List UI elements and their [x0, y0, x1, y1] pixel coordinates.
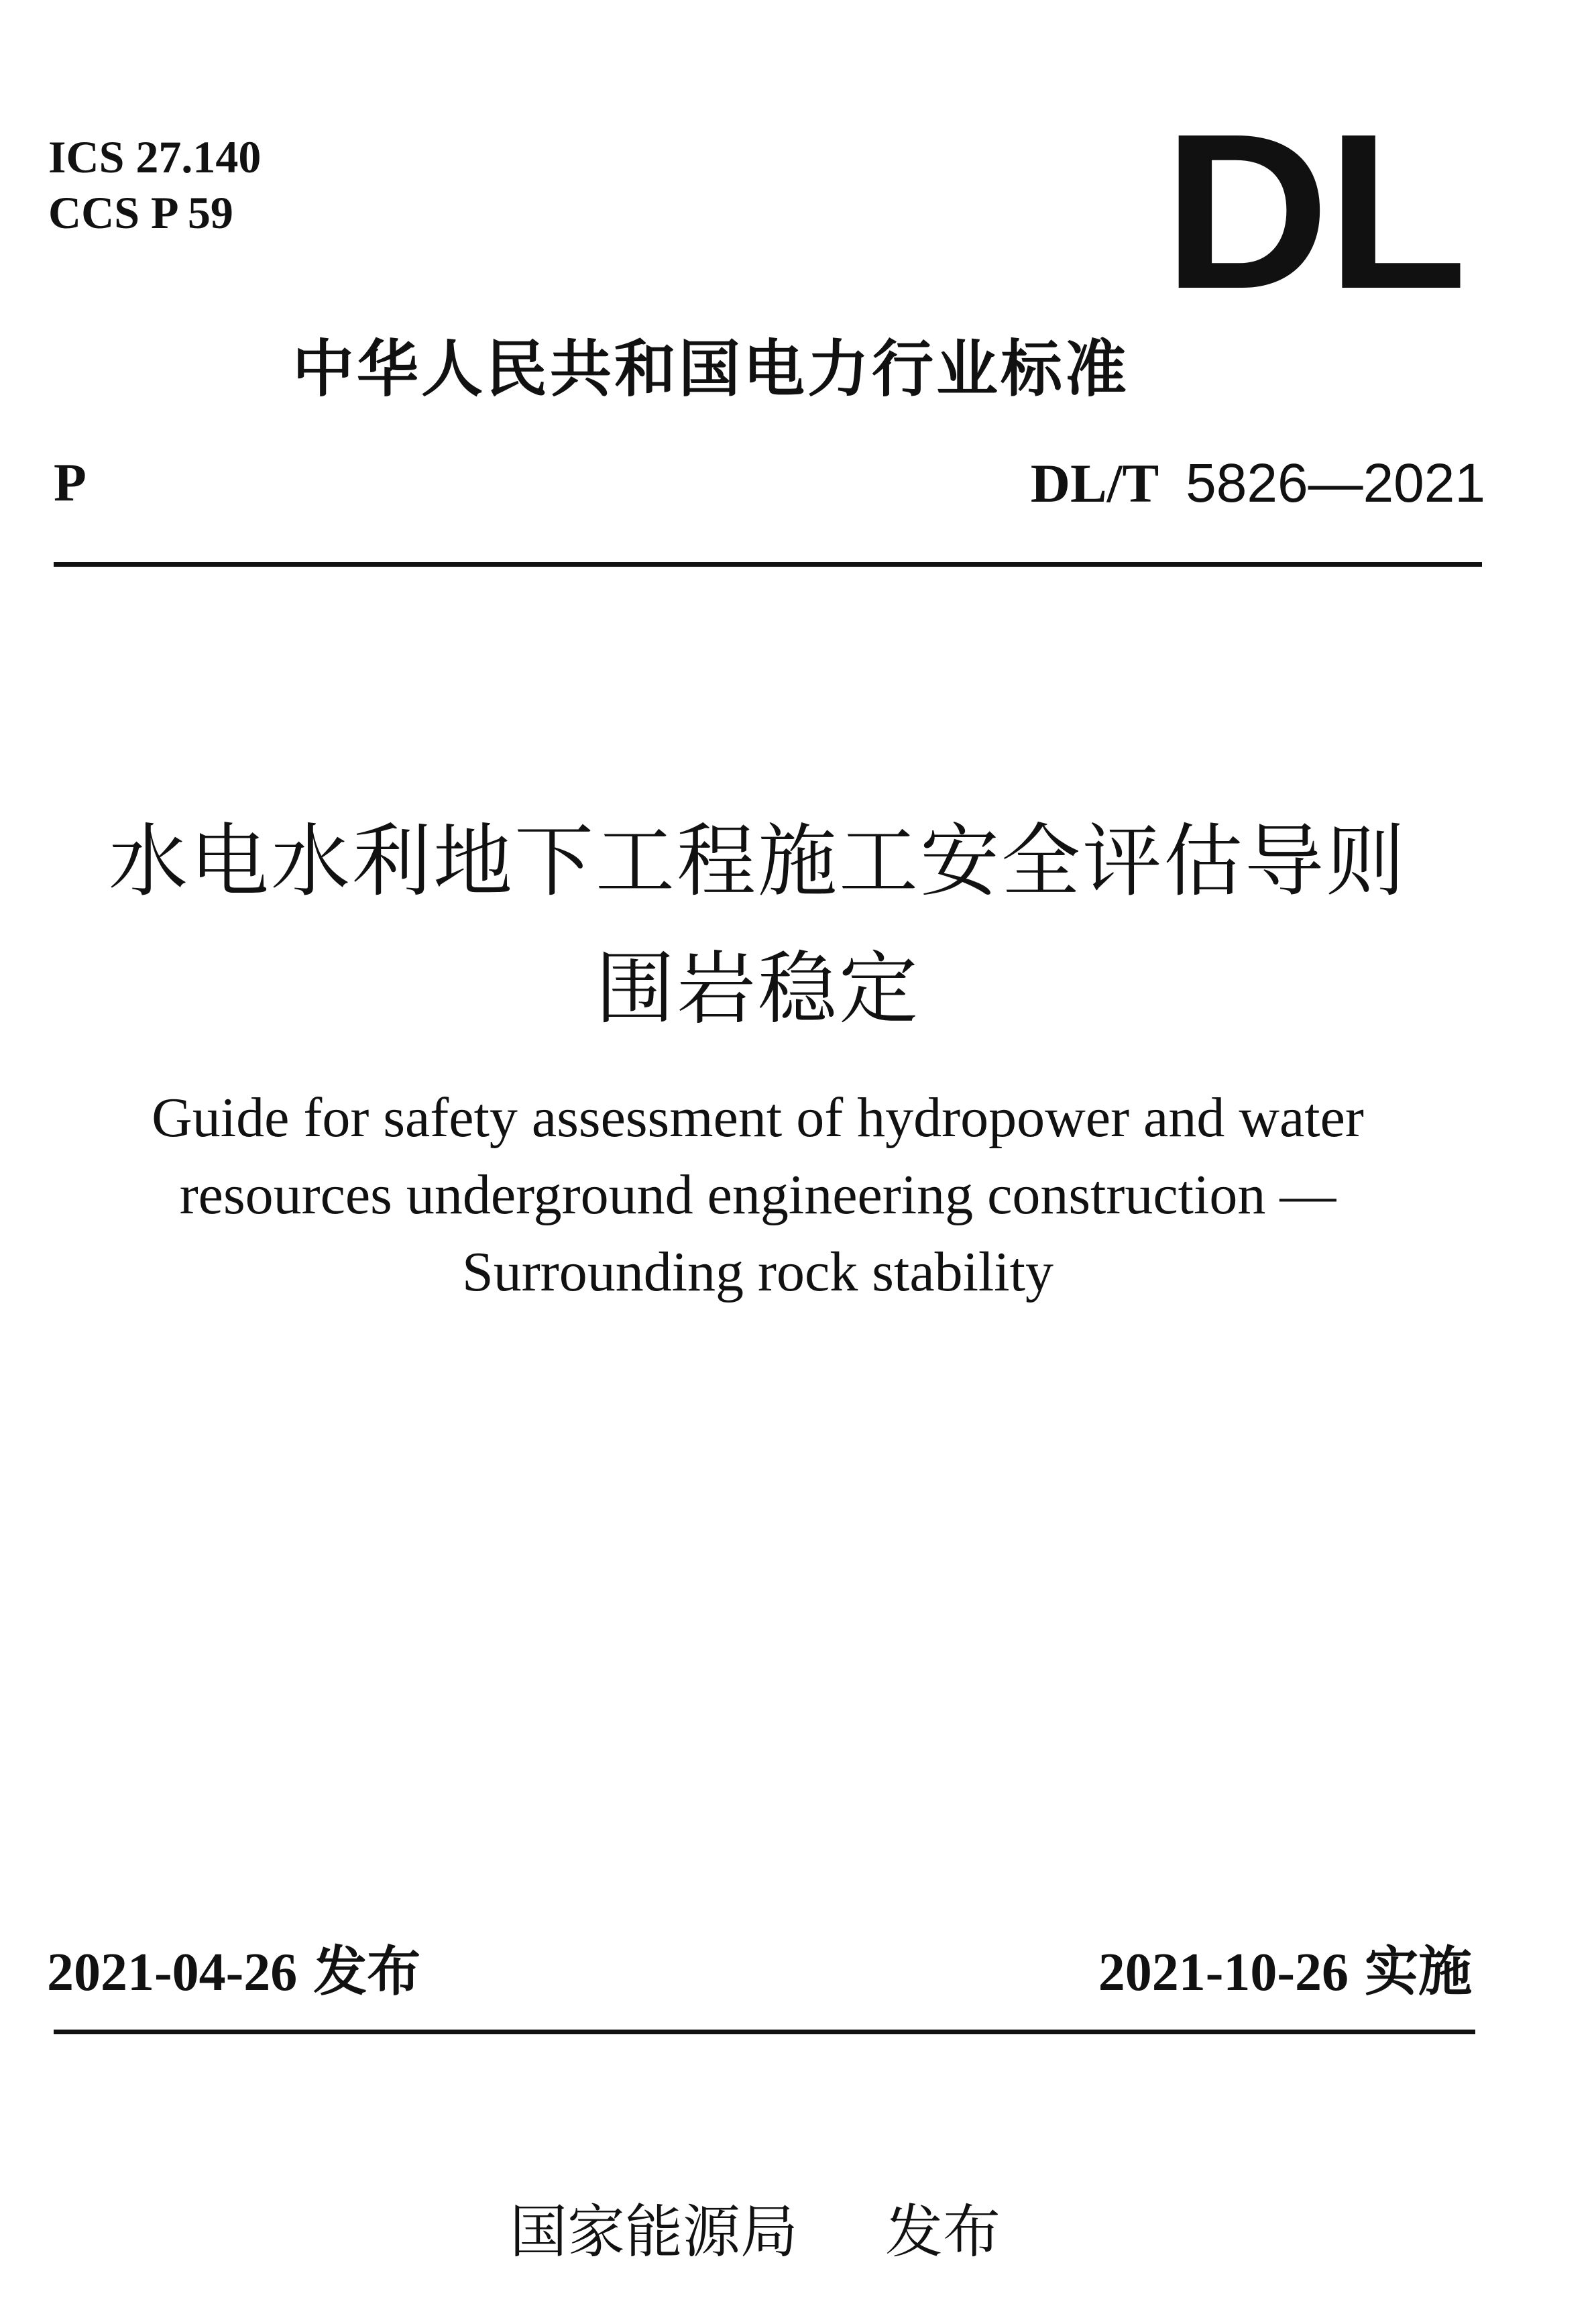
title-chinese-line-2: 围岩稳定 [595, 942, 920, 1035]
issue-date: 2021-04-26 [47, 1943, 298, 2002]
ics-code: ICS 27.140 [48, 131, 262, 182]
title-chinese-line-1: 水电水利地下工程施工安全评估导则 [108, 815, 1407, 907]
industry-standard-heading: 中华人民共和国电力行业标准 [292, 333, 1129, 405]
standard-prefix: DL/T [1030, 453, 1159, 514]
publisher-issued-label: 发布 [885, 2199, 1001, 2266]
issue-date-line [47, 1940, 421, 2003]
title-english-line-2: resources underground engineering construction — [179, 1164, 1336, 1226]
title-english-line-3: Surrounding rock stability [462, 1241, 1053, 1303]
effective-label: 实施 [1365, 1940, 1472, 2003]
publisher-line [510, 2199, 1001, 2266]
effective-date-line [1098, 1940, 1472, 2003]
classification-code: P [54, 453, 87, 512]
ccs-code: CCS P 59 [48, 187, 233, 238]
top-divider [54, 562, 1482, 567]
dl-logo-mark: DL [1163, 87, 1465, 335]
bottom-divider [54, 2030, 1475, 2034]
standard-number-value: 5826—2021 [1186, 453, 1485, 514]
standard-number [1030, 453, 1485, 514]
publisher-name: 国家能源局 [510, 2199, 798, 2266]
issue-label: 发布 [313, 1940, 421, 2003]
title-english-line-1: Guide for safety assessment of hydropower and water [152, 1087, 1364, 1149]
effective-date: 2021-10-26 [1098, 1943, 1349, 2002]
